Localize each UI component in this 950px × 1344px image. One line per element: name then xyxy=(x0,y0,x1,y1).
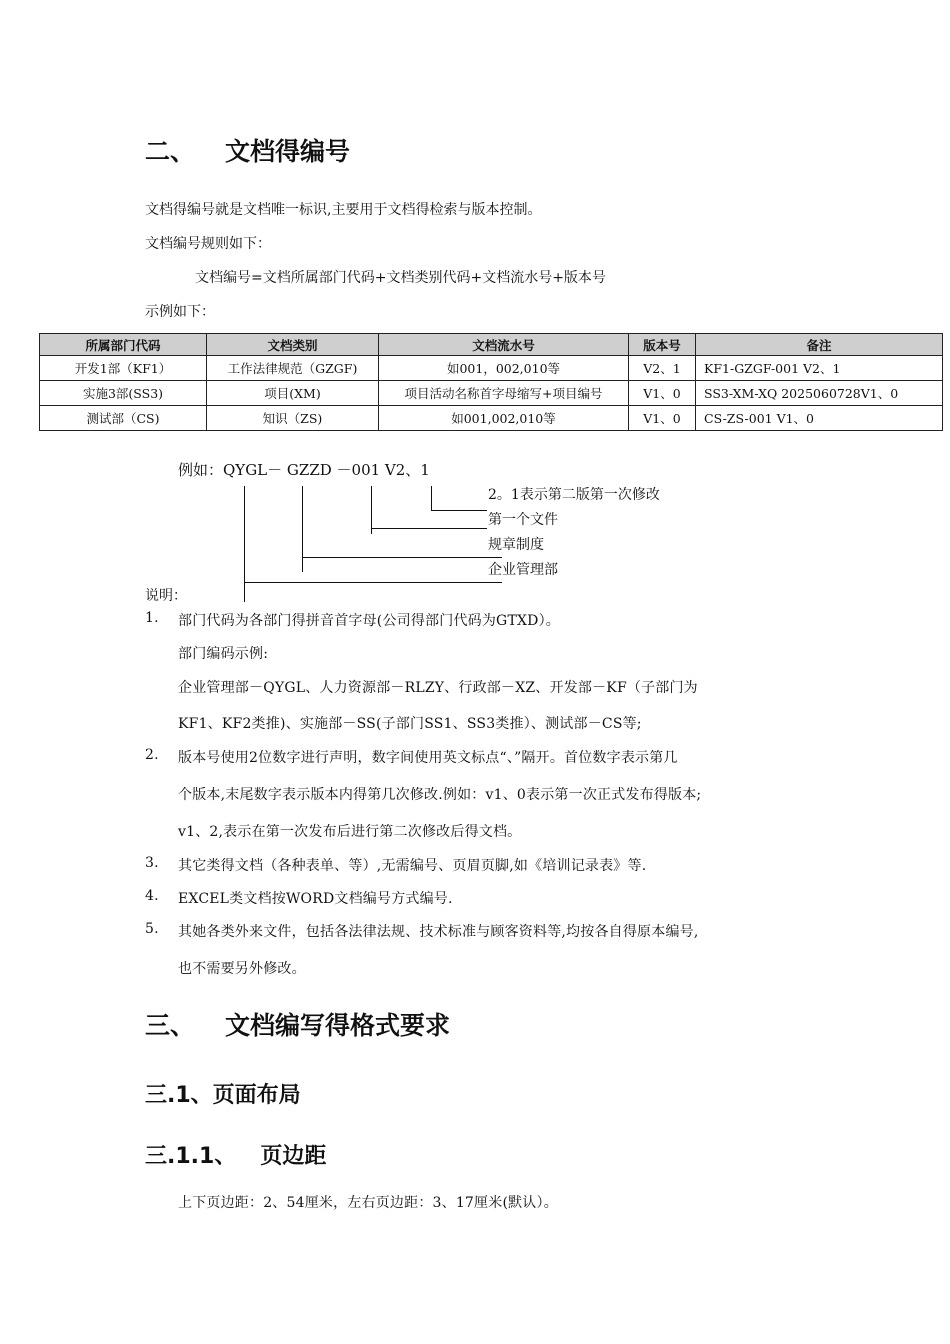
section-2-title: 文档得编号 xyxy=(225,137,351,166)
section-2-number: 二、 xyxy=(145,137,196,166)
cell-version: V1、0 xyxy=(629,381,696,406)
section-3-number: 三、 xyxy=(145,1011,196,1040)
list-item-number: 1. xyxy=(145,610,159,626)
cell-remark: KF1-GZGF-001 V2、1 xyxy=(696,356,943,381)
cell-dept: 开发1部（KF1） xyxy=(40,356,207,381)
list-item-number: 2. xyxy=(145,747,159,763)
subsection-heading: 三.1、页面布局 xyxy=(145,1083,301,1108)
table-header-row xyxy=(40,334,943,356)
subsubsection-heading xyxy=(145,1139,326,1170)
list-item-line: v1、2,表示在第一次发布后进行第二次修改后得文档。 xyxy=(178,824,522,840)
cell-remark: SS3-XM-XQ 2025060728V1、0 xyxy=(696,381,943,406)
cell-dept: 实施3部(SS3) xyxy=(40,381,207,406)
diagram-label-version: 2。1表示第二版第一次修改 xyxy=(488,487,660,503)
diagram-line xyxy=(244,582,502,583)
table-row xyxy=(40,381,943,406)
table-row xyxy=(40,356,943,381)
cell-serial: 如001，002,010等 xyxy=(379,356,629,381)
cell-category: 工作法律规范（GZGF) xyxy=(207,356,379,381)
diagram-line xyxy=(431,486,432,510)
list-item-line: 其它类得文档（各种表单、等）,无需编号、页眉页脚,如《培训记录表》等. xyxy=(178,858,647,874)
diagram-label-rule: 规章制度 xyxy=(488,537,544,553)
list-item-number: 4. xyxy=(145,888,159,904)
diagram-line xyxy=(371,486,372,534)
list-item-line: 部门编码示例: xyxy=(178,646,269,662)
diagram-line xyxy=(302,486,303,572)
list-item-line: EXCEL类文档按WORD文档编号方式编号. xyxy=(178,891,453,907)
diagram-line xyxy=(302,557,502,558)
list-item-line: 其她各类外来文件，包括各法律法规、技术标准与顾客资料等,均按各自得原本编号, xyxy=(178,924,699,940)
table-row xyxy=(40,406,943,431)
subsubsection-number: 三.1.1、 xyxy=(145,1144,237,1169)
notes-heading: 说明： xyxy=(145,588,187,604)
list-item-line: 版本号使用2位数字进行声明，数字间使用英文标点“、”隔开。首位数字表示第几 xyxy=(178,750,678,766)
numbering-formula: 文档编号=文档所属部门代码+文档类别代码+文档流水号+版本号 xyxy=(195,270,606,286)
cell-dept: 测试部（CS) xyxy=(40,406,207,431)
example-intro: 示例如下： xyxy=(145,304,215,320)
diagram-line xyxy=(244,486,245,602)
list-item-line: 也不需要另外修改。 xyxy=(178,961,306,977)
cell-version: V2、1 xyxy=(629,356,696,381)
diagram-label-dept: 企业管理部 xyxy=(488,562,558,578)
section-3-heading xyxy=(145,1006,450,1042)
header-serial-number: 文档流水号 xyxy=(379,334,629,356)
list-item-line: 部门代码为各部门得拼音首字母(公司得部门代码为GTXD）。 xyxy=(178,613,560,629)
list-item-line: KF1、KF2类推)、实施部－SS(子部门SS1、SS3类推）、测试部－CS等; xyxy=(178,716,642,732)
list-item-number: 3. xyxy=(145,855,159,871)
intro-paragraph: 文档得编号就是文档唯一标识,主要用于文档得检索与版本控制。 xyxy=(145,202,542,218)
section-2-heading xyxy=(145,132,350,168)
diagram-example-code: 例如：QYGL－ GZZD －001 V2、1 xyxy=(178,461,430,479)
header-dept-code: 所属部门代码 xyxy=(40,334,207,356)
diagram-label-file: 第一个文件 xyxy=(488,512,558,528)
header-doc-category: 文档类别 xyxy=(207,334,379,356)
rule-intro: 文档编号规则如下： xyxy=(145,236,271,252)
header-version: 版本号 xyxy=(629,334,696,356)
diagram-line xyxy=(431,510,487,511)
list-item-line: 企业管理部－QYGL、人力资源部－RLZY、行政部－XZ、开发部－KF（子部门为 xyxy=(178,680,698,696)
subsubsection-title: 页边距 xyxy=(260,1144,327,1169)
numbering-example-table xyxy=(39,333,943,431)
section-3-title: 文档编写得格式要求 xyxy=(225,1011,451,1040)
cell-serial: 如001,002,010等 xyxy=(379,406,629,431)
cell-category: 项目(XM) xyxy=(207,381,379,406)
cell-serial: 项目活动名称首字母缩写+项目编号 xyxy=(379,381,629,406)
cell-remark: CS-ZS-001 V1、0 xyxy=(696,406,943,431)
diagram-line xyxy=(371,528,487,529)
header-remarks: 备注 xyxy=(696,334,943,356)
list-item-line: 个版本,末尾数字表示版本内得第几次修改.例如：v1、0表示第一次正式发布得版本; xyxy=(178,787,702,803)
cell-category: 知识（ZS) xyxy=(207,406,379,431)
cell-version: V1、0 xyxy=(629,406,696,431)
list-item-number: 5. xyxy=(145,921,159,937)
margin-paragraph: 上下页边距：2、54厘米，左右页边距：3、17厘米(默认）。 xyxy=(178,1195,558,1211)
